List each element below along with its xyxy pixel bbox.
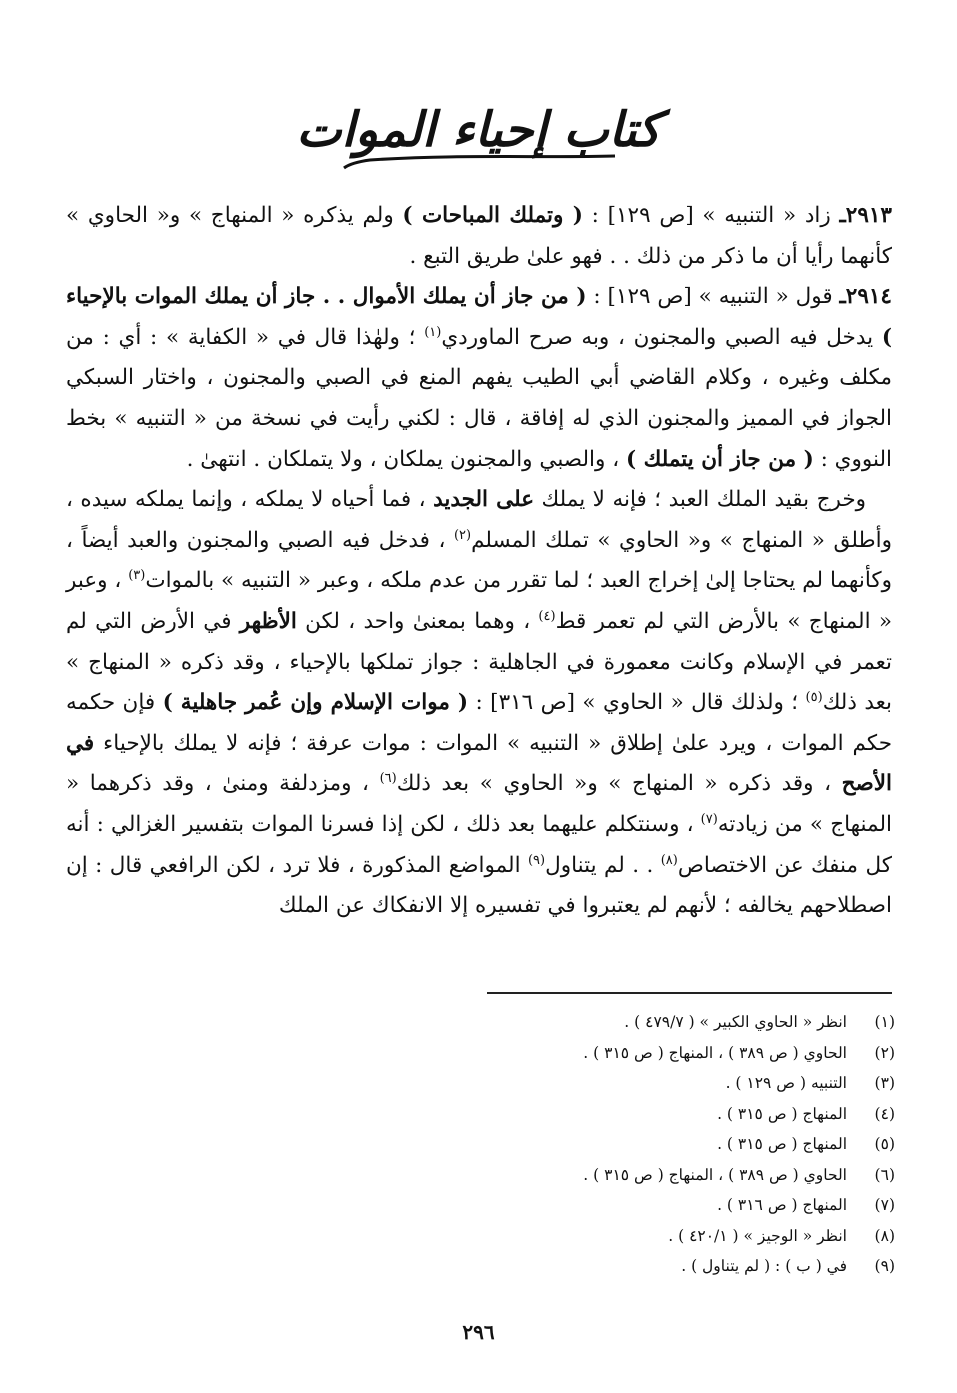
text-run: وخرج بقيد الملك العبد ؛ فإنه لا يملك <box>534 487 866 513</box>
footnote-item <box>395 1190 895 1221</box>
text-run: ولم يذكره « المنهاج » و« الحاوي » كأنهما رأيا أن ما ذكر من ذلك . . فهو علىٰ طريق التبع . <box>66 203 892 269</box>
footnote-number: (٨) <box>874 1226 895 1245</box>
book-title: كتاب إحياء الموات <box>296 102 661 158</box>
footnote-ref: (٢) <box>453 527 472 543</box>
main-text <box>66 196 892 927</box>
quoted-text: على الجديد <box>433 487 535 513</box>
text-run: يدخل فيه الصبي والمجنون ، وبه صرح الماوردي <box>441 324 882 350</box>
text-run: ، فما أحياه لا يملكه ، وإنما يملكه سيده ، وأطلق « المنهاج » و« الحاوي » تملك المسلم <box>66 487 892 553</box>
quoted-text: ( من جاز أن يملك الأموال . . جاز أن يملك الموات بالإحياء ) <box>66 284 892 350</box>
footnote-text: الحاوي ( ص ٣٨٩ ) ، المنهاج ( ص ٣١٥ ) . <box>583 1043 847 1062</box>
text-run: فإن حكمه حكم الموات ، ويرد علىٰ إطلاق « التنبيه » الموات : موات عرفة ؛ فإنه لا يملك بالإحياء <box>66 690 892 756</box>
footnote-ref: (٧) <box>700 811 718 827</box>
footnote-text: التنبيه ( ص ١٢٩ ) . <box>725 1074 847 1092</box>
footnote-ref: (١) <box>424 324 442 340</box>
footnote-ref: (٦) <box>379 771 397 787</box>
paragraph-2913 <box>66 196 892 277</box>
footnote-ref: (٨) <box>660 852 678 868</box>
text-run: ، وعبر « المنهاج » بالأرض التي لم تعمر قط <box>66 568 892 634</box>
footnote-separator <box>487 992 892 994</box>
footnote-item <box>395 1099 895 1130</box>
footnote-item <box>395 1251 895 1282</box>
paragraph-2914 <box>66 277 892 480</box>
footnote-number: (٦) <box>874 1165 895 1184</box>
footnote-ref: (٥) <box>805 689 823 705</box>
footnote-ref: (٣) <box>128 568 146 584</box>
footnote-text: في ( ب ) : ( لم يتناول ) . <box>681 1257 847 1275</box>
quoted-text: ( وتملك المباحات ) <box>402 203 583 228</box>
text-run: . . لم يتناول <box>545 852 661 878</box>
entry-number: ٢٩١٤ـ <box>839 284 892 310</box>
footnote-number: (٥) <box>874 1135 895 1153</box>
footnote-number: (٣) <box>874 1074 895 1092</box>
footnote-number: (٢) <box>874 1043 895 1062</box>
paragraph-continuation <box>66 480 892 927</box>
text-run: زاد « التنبيه » [ص ١٢٩] : <box>582 203 840 228</box>
quoted-text: الأظهر <box>239 608 297 634</box>
footnote-text: المنهاج ( ص ٣١٦ ) . <box>717 1196 847 1214</box>
footnote-text: الحاوي ( ص ٣٨٩ ) ، المنهاج ( ص ٣١٥ ) . <box>583 1165 847 1184</box>
footnote-ref: (٩) <box>527 852 546 868</box>
footnotes-list <box>395 1007 895 1282</box>
quoted-text: ( موات الإسلام وإن عُمر جاهلية ) <box>162 690 469 716</box>
text-run: ، وسنتكلم عليهما بعد ذلك ، لكن إذا فسرنا الموات بتفسير الغزالي : أنه كل منفك عن الاختصاص <box>66 811 892 878</box>
footnote-item <box>395 1068 895 1099</box>
page-number: ٢٩٦ <box>462 1320 495 1344</box>
title-flourish <box>340 150 620 170</box>
footnote-item <box>395 1160 895 1191</box>
footnote-number: (٩) <box>874 1257 895 1275</box>
entry-number: ٢٩١٣ـ <box>839 203 892 228</box>
text-run: ، والصبي والمجنون يملكان ، ولا يتملكان . انتهىٰ . <box>186 446 626 472</box>
footnote-number: (٤) <box>874 1104 895 1123</box>
footnote-item <box>395 1007 895 1038</box>
text-run: ؛ ولهٰذا قال في « الكفاية » : أي : من مكلف وغيره ، وكلام القاضي أبي الطيب يفهم المنع في الصبي والمجنون ، واختار السبكي الجواز في المميز والمجنون الذي له إفاقة ، قال : لكني رأيت في نسخة من « التنبيه » بخط النووي : <box>66 324 892 472</box>
quoted-text: ( من جاز أن يتملك ) <box>625 446 814 472</box>
footnote-item <box>395 1038 895 1069</box>
text-run: ، فدخل فيه الصبي والمجنون والعبد أيضاً ، وكأنهما لم يحتاجا إلىٰ إخراج العبد ؛ لما تقرر من عدم ملكه ، وعبر « التنبيه » بالموات <box>66 527 892 594</box>
text-run: قول « التنبيه » [ص ١٢٩] : <box>586 284 840 310</box>
footnote-item <box>395 1129 895 1160</box>
footnote-text: المنهاج ( ص ٣١٥ ) . <box>717 1135 847 1153</box>
footnote-text: انظر « الحاوي الكبير » ( ٤٧٩/٧ ) . <box>624 1013 847 1031</box>
text-run: المواضع المذكورة ، فلا ترد ، لكن الرافعي قال : إن اصطلاحهم يخالفه ؛ لأنهم لم يعتبروا في تفسيره إلا الانفكاك عن الملك <box>66 852 892 919</box>
footnote-item <box>395 1221 895 1252</box>
footnote-text: المنهاج ( ص ٣١٥ ) . <box>717 1104 847 1123</box>
footnote-text: انظر « الوجيز » ( ٤٢٠/١ ) . <box>668 1226 847 1245</box>
text-run: ، ومزدلفة ومنىٰ ، وقد ذكرهما « المنهاج » من زيادته <box>66 771 892 837</box>
footnote-number: (٧) <box>874 1196 895 1214</box>
text-run: ، وقد ذكره « المنهاج » و« الحاوي » بعد ذلك <box>396 771 842 797</box>
quoted-text: في الأصح <box>66 730 892 797</box>
text-run: ؛ ولذلك قال « الحاوي » [ص ٣١٦] : <box>468 690 806 716</box>
text-run: ، وهما بمعنىٰ واحد ، لكن <box>296 608 539 634</box>
footnote-ref: (٤) <box>538 608 556 624</box>
footnote-number: (١) <box>874 1013 895 1031</box>
text-run: في الأرض التي لم تعمر في الإسلام وكانت معمورة في الجاهلية : جواز تملكها بالإحياء ، وقد ذكره « المنهاج » بعد ذلك <box>66 608 892 716</box>
